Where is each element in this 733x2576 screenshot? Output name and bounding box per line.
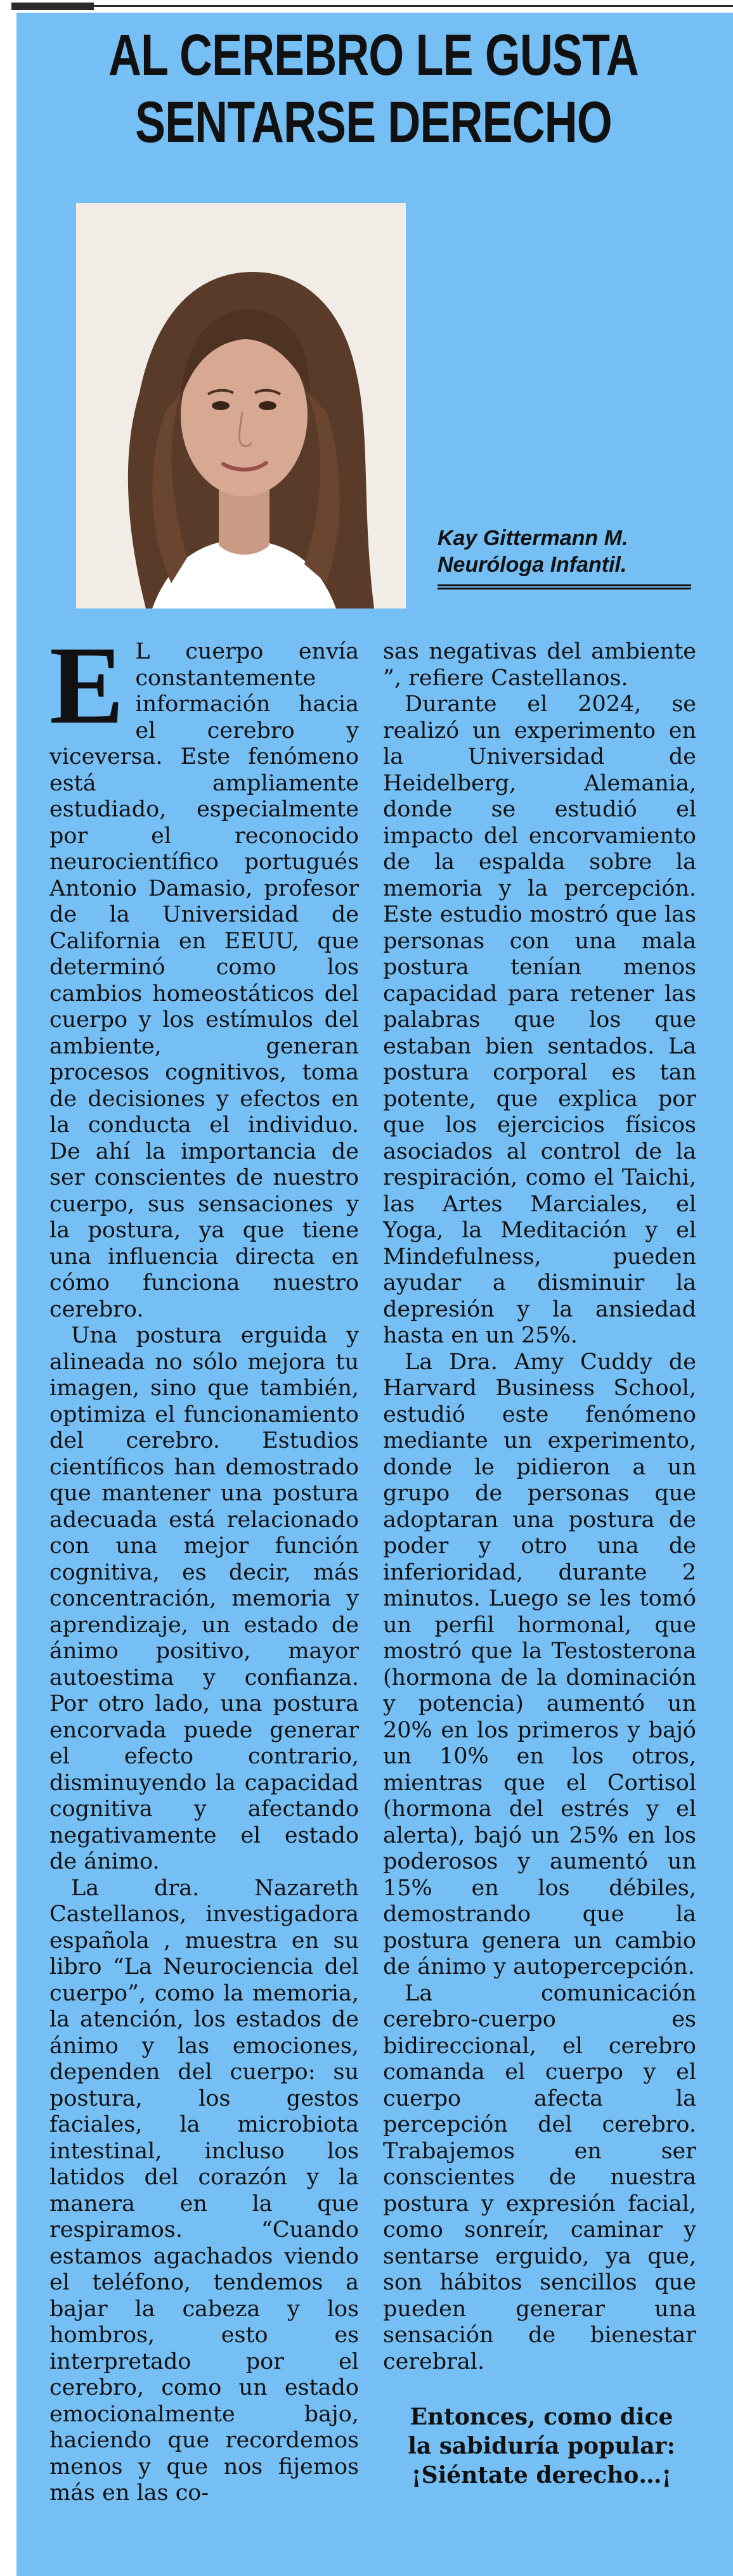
closing-line-1: Entonces, como dice [410, 2404, 673, 2430]
article-title [93, 22, 654, 156]
paragraph: La dra. Nazareth Castellanos, investigadora española , muestra en su libro “La Neurociencia del cuerpo”, como la memoria, la atención, los estados de ánimo y las emociones, dependen del cuerpo: su postura, los gestos faciales, la microbiota intestinal, incluso los latidos del corazón y la manera en la que respiramos. “Cuando estamos agachados viendo el teléfono, tendemos a bajar la cabeza y los hombros, esto es interpretado por el cerebro, como un estado emocionalmente bajo, haciendo que recordemos menos y que nos fijemos más en las co- [49, 1875, 359, 2506]
author-name: Kay Gittermann M. [438, 526, 628, 550]
title-line-2: SENTARSE DERECHO [135, 90, 612, 155]
paragraph: Durante el 2024, se realizó un experimento en la Universidad de Heidelberg, Alemania, donde se estudió el impacto del encorvamiento de la espalda sobre la memoria y la percepción. Este estudio mostró que las personas con una mala postura tenían menos capacidad para retener las palabras que los que estaban bien sentados. La postura corporal es tan potente, que explica por que los ejercicios físicos asociados al control de la respiración, como el Taichi, las Artes Marciales, el Yoga, la Meditación y el Mindefulness, pueden ayudar a disminuir la depresión y la ansiedad hasta en un 25%. [383, 692, 696, 1348]
closing-quote [383, 2402, 700, 2490]
paragraph-text: L cuerpo envía constantemente información hacia el cerebro y viceversa. Este fenómeno está ampliamente estudiado, especialmente por el reconocido neurocientífico portugués Antonio Damasio, profesor de la Universidad de California en EEUU, que determinó como los cambios homeostáticos del cuerpo y los estímulos del ambiente, generan procesos cognitivos, toma de decisiones y efectos en la conducta el individuo. De ahí la importancia de ser conscientes de nuestro cuerpo, sus sensaciones y la postura, ya que tiene una influencia directa en cómo funciona nuestro cerebro. [49, 639, 359, 1322]
byline-rule [438, 584, 691, 589]
author-role: Neuróloga Infantil. [438, 553, 627, 577]
article-column-right [383, 639, 696, 2375]
header-line [94, 5, 733, 7]
paragraph: La comunicación cerebro-cuerpo es bidireccional, el cerebro comanda el cuerpo y el cuerpo afecta la percepción del cerebro. Trabajemos en ser conscientes de nuestra postura y expresión facial, como sonreír, caminar y sentarse erguido, ya que, son hábitos sencillos que pueden generar una sensación de bienestar cerebral. [383, 1980, 696, 2374]
author-photo [76, 203, 406, 609]
drop-cap: E [49, 624, 124, 747]
article-column-left [49, 624, 359, 2507]
paragraph: La Dra. Amy Cuddy de Harvard Business School, estudió este fenómeno mediante un experimento, donde le pidieron a un grupo de personas que adoptaran una postura de poder y otro una de inferioridad, durante 2 minutos. Luego se les tomó un perfil hormonal, que mostró que la Testosterona (hormona de la dominación y potencia) aumentó un 20% en los primeros y bajó un 10% en los otros, mientras que el Cortisol (hormona del estrés y el alerta), bajó un 25% en los poderosos y aumentó un 15% en los débiles, demostrando que la postura genera un cambio de ánimo y autopercepción. [383, 1349, 696, 1980]
author-byline [438, 525, 691, 578]
header-rule [0, 0, 733, 14]
paragraph [49, 624, 359, 1323]
paragraph: sas negativas del ambiente ”, refiere Castellanos. [383, 639, 696, 691]
closing-line-2: la sabiduría popular: [408, 2433, 675, 2459]
closing-line-3: ¡Siéntate derecho…¡ [411, 2462, 672, 2489]
header-bar [11, 3, 94, 10]
title-line-1: AL CEREBRO LE GUSTA [108, 23, 639, 87]
paragraph: Una postura erguida y alineada no sólo mejora tu imagen, sino que también, optimiza el funcionamiento del cerebro. Estudios científicos han demostrado que mantener una postura adecuada está relacionado con una mejor función cognitiva, es decir, más concentración, memoria y aprendizaje, un estado de ánimo positivo, mayor autoestima y confianza. Por otro lado, una postura encorvada puede generar el efecto contrario, disminuyendo la capacidad cognitiva y afectando negativamente el estado de ánimo. [49, 1323, 359, 1874]
